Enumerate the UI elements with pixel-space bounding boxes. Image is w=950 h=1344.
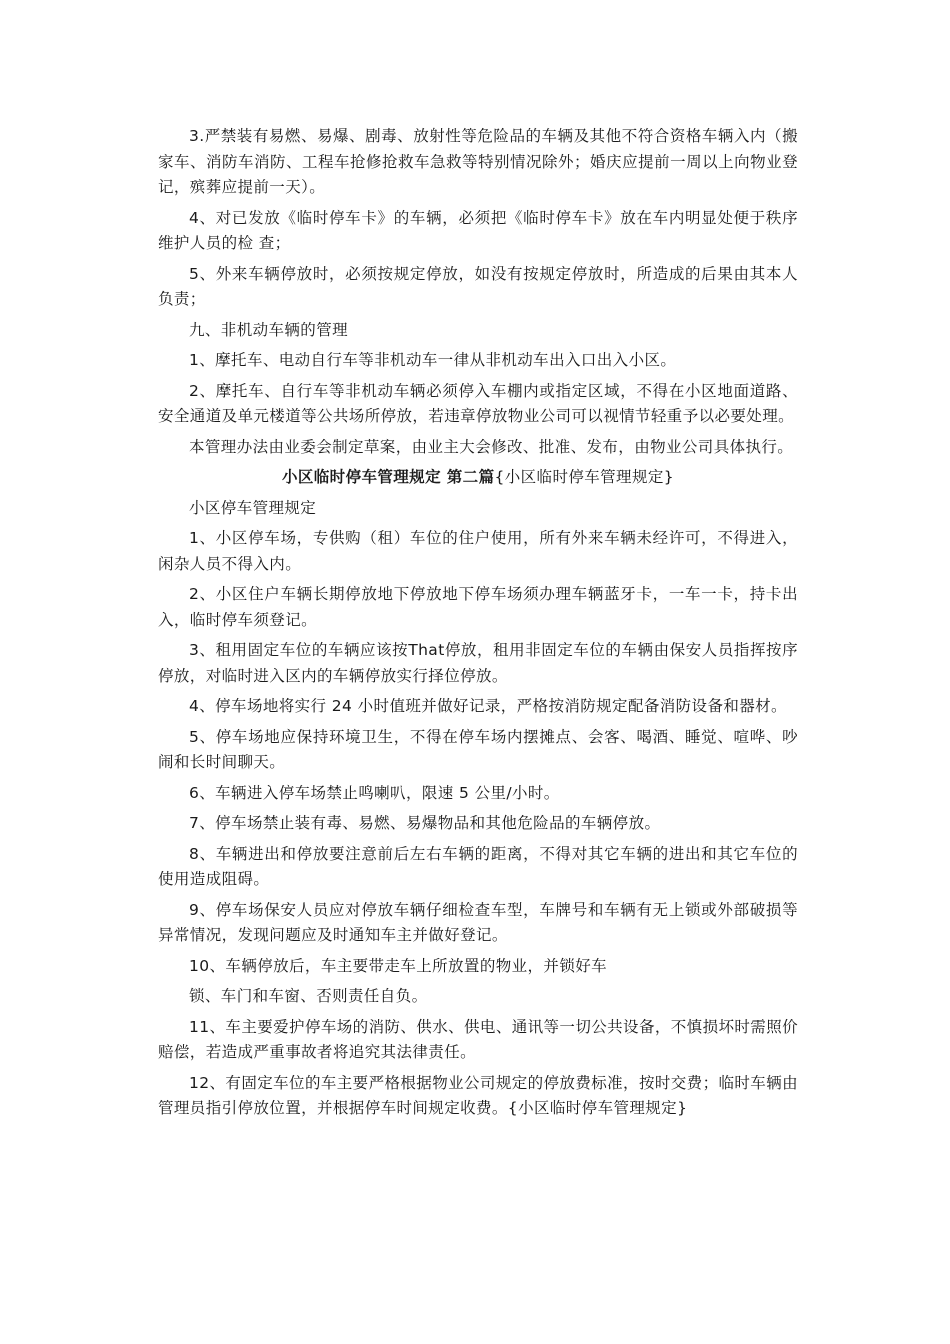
paragraph-parking-8: 8、车辆进出和停放要注意前后左右车辆的距离，不得对其它车辆的进出和其它车位的使用造成阻碍。	[158, 844, 798, 888]
paragraph-parking-10: 10、车辆停放后，车主要带走车上所放置的物业，并锁好车	[189, 956, 608, 975]
subtitle-parking-rules: 小区停车管理规定	[189, 498, 317, 517]
paragraph-parking-10-cont: 锁、车门和车窗、否则责任自负。	[189, 987, 428, 1005]
article-title	[158, 465, 798, 491]
paragraph-parking-1: 1、小区停车场，专供购（租）车位的住户使用，所有外来车辆未经许可，不得进入，闲杂人员不得入内。	[158, 529, 798, 573]
paragraph-rule-5-outside-vehicles: 5、外来车辆停放时，必须按规定停放，如没有按规定停放时，所造成的后果由其本人负责；	[158, 264, 798, 308]
article-title-suffix: {小区临时停车管理规定}	[494, 468, 675, 486]
paragraph-parking-5: 5、停车场地应保持环境卫生，不得在停车场内摆摊点、会客、喝酒、睡觉、喧哗、吵闹和长时间聊天。	[158, 727, 798, 771]
paragraph-parking-2: 2、小区住户车辆长期停放地下停放地下停车场须办理车辆蓝牙卡，一车一卡，持卡出入，临时停车须登记。	[158, 585, 798, 629]
paragraph-parking-7: 7、停车场禁止装有毒、易燃、易爆物品和其他危险品的车辆停放。	[189, 814, 661, 832]
paragraph-parking-6: 6、车辆进入停车场禁止鸣喇叭，限速 5 公里/小时。	[189, 783, 560, 802]
paragraph-parking-11: 11、车主要爱护停车场的消防、供水、供电、通讯等一切公共设备，不慎损坏时需照价赔偿，若造成严重事故者将追究其法律责任。	[158, 1017, 798, 1061]
article-title-bold: 小区临时停车管理规定 第二篇	[281, 468, 495, 486]
document-body	[158, 124, 798, 1127]
paragraph-parking-4: 4、停车场地将实行 24 小时值班并做好记录，严格按消防规定配备消防设备和器材。	[189, 697, 787, 715]
paragraph-parking-12: 12、有固定车位的车主要严格根据物业公司规定的停放费标准，按时交费；临时车辆由管理员指引停放位置，并根据停车时间规定收费。{小区临时停车管理规定}	[158, 1073, 798, 1117]
paragraph-non-motor-2: 2、摩托车、自行车等非机动车辆必须停入车棚内或指定区域，不得在小区地面道路、安全通道及单元楼道等公共场所停放，若违章停放物业公司可以视情节轻重予以必要处理。	[158, 381, 798, 425]
paragraph-non-motor-1: 1、摩托车、电动自行车等非机动车一律从非机动车出入口出入小区。	[189, 351, 677, 369]
paragraph-rule-4-temp-card: 4、对已发放《临时停车卡》的车辆，必须把《临时停车卡》放在车内明显处便于秩序维护人员的检 查；	[158, 208, 798, 252]
paragraph-rule-3-hazardous: 3.严禁装有易燃、易爆、剧毒、放射性等危险品的车辆及其他不符合资格车辆入内（搬家车、消防车消防、工程车抢修抢救车急救等特别情况除外；婚庆应提前一周以上向物业登记，殡葬应提前一天）。	[158, 127, 798, 196]
paragraph-parking-9: 9、停车场保安人员应对停放车辆仔细检查车型，车牌号和车辆有无上锁或外部破损等异常情况，发现问题应及时通知车主并做好登记。	[158, 900, 798, 944]
section-heading-non-motor: 九、非机动车辆的管理	[189, 320, 349, 339]
paragraph-parking-3: 3、租用固定车位的车辆应该按That停放，租用非固定车位的车辆由保安人员指挥按序停放，对临时进入区内的车辆停放实行择位停放。	[158, 641, 798, 685]
paragraph-closing-note: 本管理办法由业委会制定草案，由业主大会修改、批准、发布，由物业公司具体执行。	[189, 437, 794, 456]
